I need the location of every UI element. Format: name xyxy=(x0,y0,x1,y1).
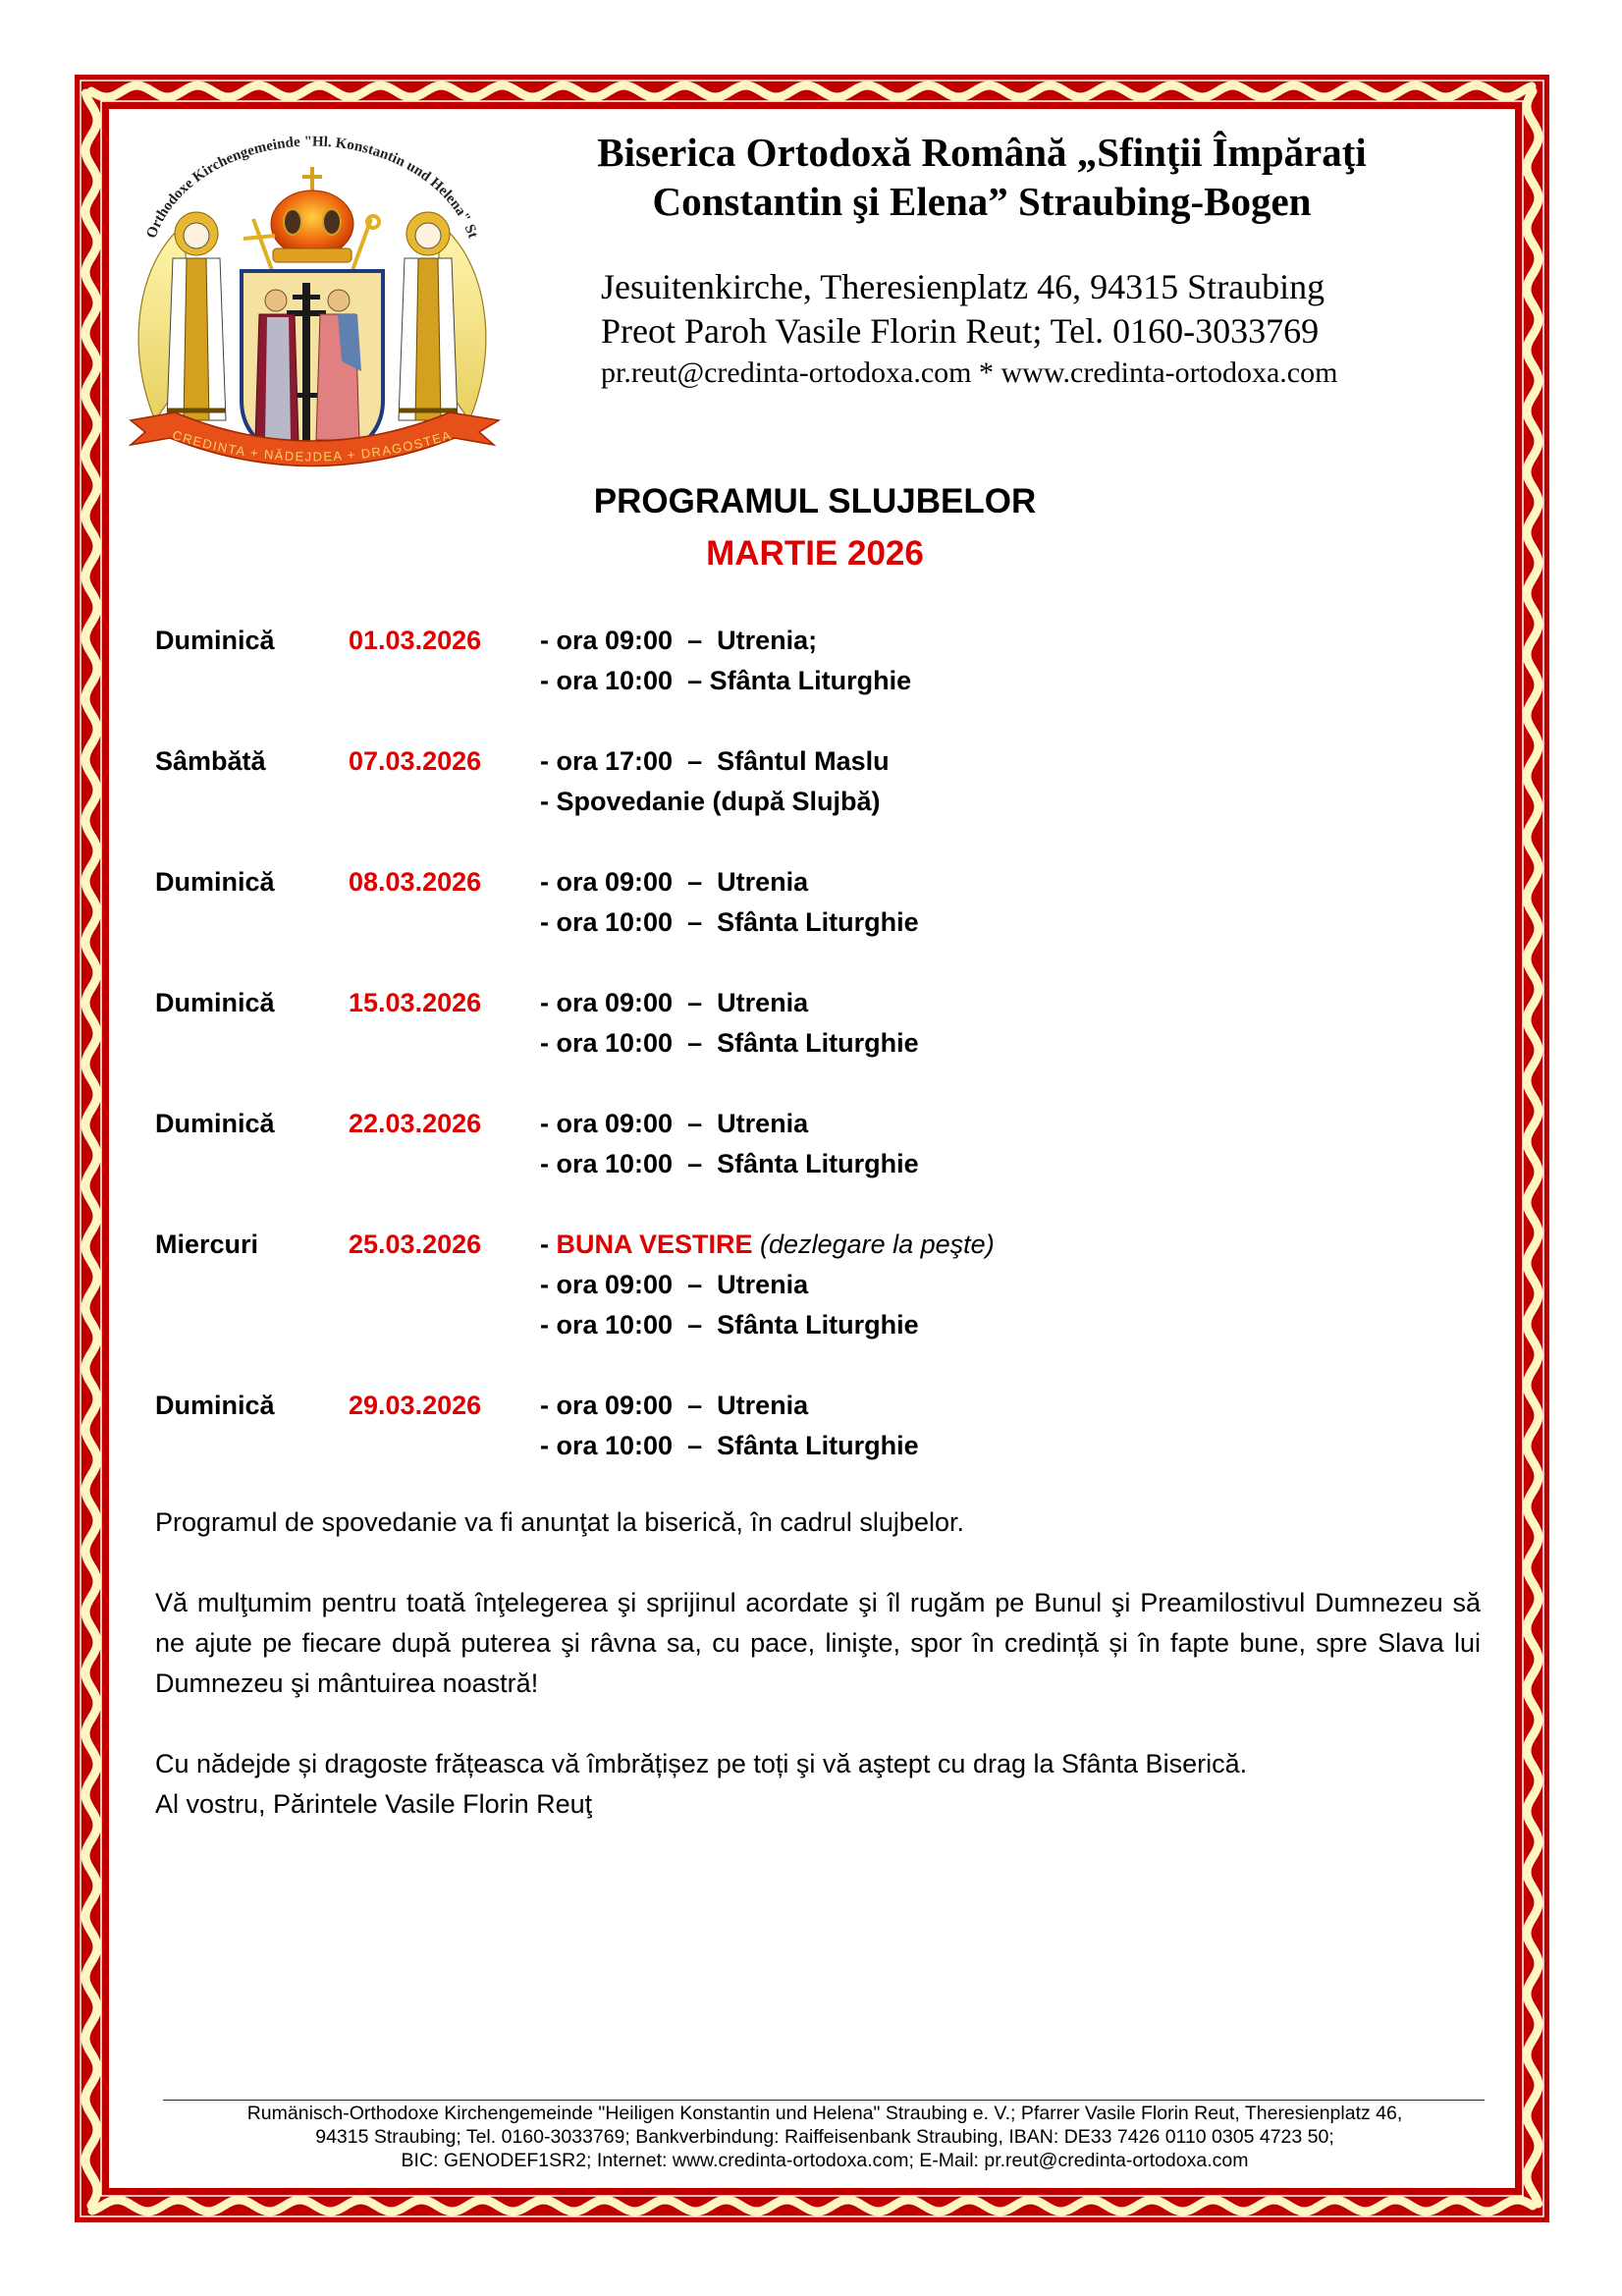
thanks-paragraph: Vă mulţumim pentru toată înţelegerea şi sprijinul acordate şi îl rugăm pe Bunul şi Preamilostivul Dumnezeu să ne ajute pe fiecare după puterea şi râvna sa, cu pace, linişte, spor în credință și în fapte bune, spre Slava lui Dumnezeu şi mântuirea noastră! xyxy=(155,1588,1481,1698)
service-date: 15.03.2026 xyxy=(349,988,482,1017)
service-time-line xyxy=(540,1386,1510,1426)
footer-line-3: BIC: GENODEF1SR2; Internet: www.credinta-ortodoxa.com; E-Mail: pr.reut@credinta-ortodoxa.com xyxy=(401,2150,1249,2171)
schedule-entry xyxy=(155,862,1510,943)
bullet-dash: - xyxy=(540,867,557,897)
bullet-dash: - xyxy=(540,988,557,1017)
feast-name: BUNA VESTIRE xyxy=(556,1230,753,1259)
service-time-line xyxy=(540,1265,1510,1305)
footer-legal-info xyxy=(157,2102,1492,2172)
bullet-dash: - xyxy=(540,626,557,655)
schedule-entry xyxy=(155,1225,1510,1345)
service-description: ora 09:00 – Utrenia xyxy=(556,1109,809,1138)
service-lines xyxy=(540,621,1510,701)
service-schedule xyxy=(155,621,1510,1506)
program-title: PROGRAMUL SLUJBELOR xyxy=(593,482,1037,520)
service-lines xyxy=(540,1225,1510,1345)
service-day: Miercuri xyxy=(155,1230,259,1259)
service-lines xyxy=(540,862,1510,943)
greeting-line: Cu nădejde și dragoste frățeasca vă îmbrățișez pe toți şi vă aştept cu drag la Sfânta Biserică. xyxy=(155,1749,1248,1778)
service-description: ora 09:00 – Utrenia; xyxy=(556,626,818,655)
schedule-entry xyxy=(155,1386,1510,1466)
footer-divider xyxy=(163,2100,1485,2101)
signature-line: Al vostru, Părintele Vasile Florin Reuţ xyxy=(155,1789,593,1819)
service-lines xyxy=(540,1386,1510,1466)
service-time-line xyxy=(540,983,1510,1023)
service-day: Duminică xyxy=(155,867,275,897)
email-website: pr.reut@credinta-ortodoxa.com * www.credinta-ortodoxa.com xyxy=(601,356,1338,389)
service-date: 08.03.2026 xyxy=(349,867,482,897)
feast-line xyxy=(540,1225,1510,1265)
bullet-dash: - xyxy=(540,1149,557,1178)
service-description: ora 09:00 – Utrenia xyxy=(556,1391,809,1420)
service-description: ora 17:00 – Sfântul Maslu xyxy=(556,746,890,776)
service-date: 25.03.2026 xyxy=(349,1230,482,1259)
saints-icon-shield xyxy=(242,271,383,465)
footer-line-1: Rumänisch-Orthodoxe Kirchengemeinde "Heiligen Konstantin und Helena" Straubing e. V.; Pfarrer Vasile Florin Reut, Theresienplatz 46, xyxy=(246,2103,1403,2124)
service-day: Sâmbătă xyxy=(155,746,266,776)
service-time-line xyxy=(540,1144,1510,1184)
closing-message xyxy=(155,1503,1481,1825)
service-day: Duminică xyxy=(155,1391,275,1420)
service-time-line xyxy=(540,741,1510,782)
program-month: MARTIE 2026 xyxy=(706,534,924,573)
priest-name-phone: Preot Paroh Vasile Florin Reut; Tel. 0160-3033769 xyxy=(601,311,1320,351)
schedule-entry xyxy=(155,983,1510,1064)
service-description: Spovedanie (după Slujbă) xyxy=(556,787,881,816)
greeting-paragraph xyxy=(155,1744,1481,1825)
footer-line-2: 94315 Straubing; Tel. 0160-3033769; Bankverbindung: Raiffeisenbank Straubing, IBAN: DE33 7426 0110 0305 4723 50; xyxy=(315,2126,1334,2148)
service-time-line xyxy=(540,862,1510,902)
service-day: Duminică xyxy=(155,988,275,1017)
bullet-dash: - xyxy=(540,1028,557,1058)
church-name-heading xyxy=(550,128,1414,226)
service-date: 22.03.2026 xyxy=(349,1109,482,1138)
service-lines xyxy=(540,741,1510,822)
church-name-line-2: Constantin şi Elena” Straubing-Bogen xyxy=(652,179,1312,224)
mitre-crown-icon xyxy=(271,167,353,262)
logo-arc-text: Orthodoxe Kirchengemeinde "Hl. Konstantin und Helena" St xyxy=(143,134,481,241)
service-time-line xyxy=(540,1426,1510,1466)
service-date: 07.03.2026 xyxy=(349,746,482,776)
service-time-line xyxy=(540,1305,1510,1345)
church-name-line-1: Biserica Ortodoxă Română „Sfinţii Împăraţi xyxy=(597,130,1367,175)
service-description: ora 10:00 – Sfânta Liturghie xyxy=(556,1028,919,1058)
logo-ribbon-text: CREDINTA + NĂDEJDEA + DRAGOSTEA xyxy=(170,427,455,465)
bullet-dash: - xyxy=(540,1391,557,1420)
bullet-dash: - xyxy=(540,746,557,776)
service-description: ora 10:00 – Sfânta Liturghie xyxy=(556,666,912,695)
bullet-dash: - xyxy=(540,1109,557,1138)
service-time-line xyxy=(540,1023,1510,1064)
service-time-line xyxy=(540,1104,1510,1144)
service-day: Duminică xyxy=(155,626,275,655)
schedule-entry xyxy=(155,621,1510,701)
service-description: ora 10:00 – Sfânta Liturghie xyxy=(556,907,919,937)
service-description: ora 10:00 – Sfânta Liturghie xyxy=(556,1431,919,1460)
service-description: ora 09:00 – Utrenia xyxy=(556,867,809,897)
service-description: ora 10:00 – Sfânta Liturghie xyxy=(556,1149,919,1178)
service-description: ora 09:00 – Utrenia xyxy=(556,988,809,1017)
schedule-entry xyxy=(155,1104,1510,1184)
service-time-line xyxy=(540,902,1510,943)
bullet-dash: - xyxy=(540,1270,557,1299)
church-contact-block xyxy=(601,265,1337,393)
bullet-dash: - xyxy=(540,1230,557,1259)
service-lines xyxy=(540,1104,1510,1184)
bullet-dash: - xyxy=(540,907,557,937)
service-description: ora 09:00 – Utrenia xyxy=(556,1270,809,1299)
service-time-line xyxy=(540,621,1510,661)
service-time-line xyxy=(540,661,1510,701)
service-date: 01.03.2026 xyxy=(349,626,482,655)
feast-note: (dezlegare la peşte) xyxy=(760,1230,995,1259)
bullet-dash: - xyxy=(540,1310,557,1339)
church-address: Jesuitenkirche, Theresienplatz 46, 94315 Straubing xyxy=(601,267,1325,306)
confession-note: Programul de spovedanie va fi anunţat la biserică, în cadrul slujbelor. xyxy=(155,1507,964,1537)
service-description: ora 10:00 – Sfânta Liturghie xyxy=(556,1310,919,1339)
bullet-dash: - xyxy=(540,787,557,816)
service-day: Duminică xyxy=(155,1109,275,1138)
schedule-entry xyxy=(155,741,1510,822)
bullet-dash: - xyxy=(540,1431,557,1460)
service-time-line xyxy=(540,782,1510,822)
bullet-dash: - xyxy=(540,666,557,695)
service-date: 29.03.2026 xyxy=(349,1391,482,1420)
service-lines xyxy=(540,983,1510,1064)
church-coat-of-arms-logo xyxy=(116,126,509,484)
